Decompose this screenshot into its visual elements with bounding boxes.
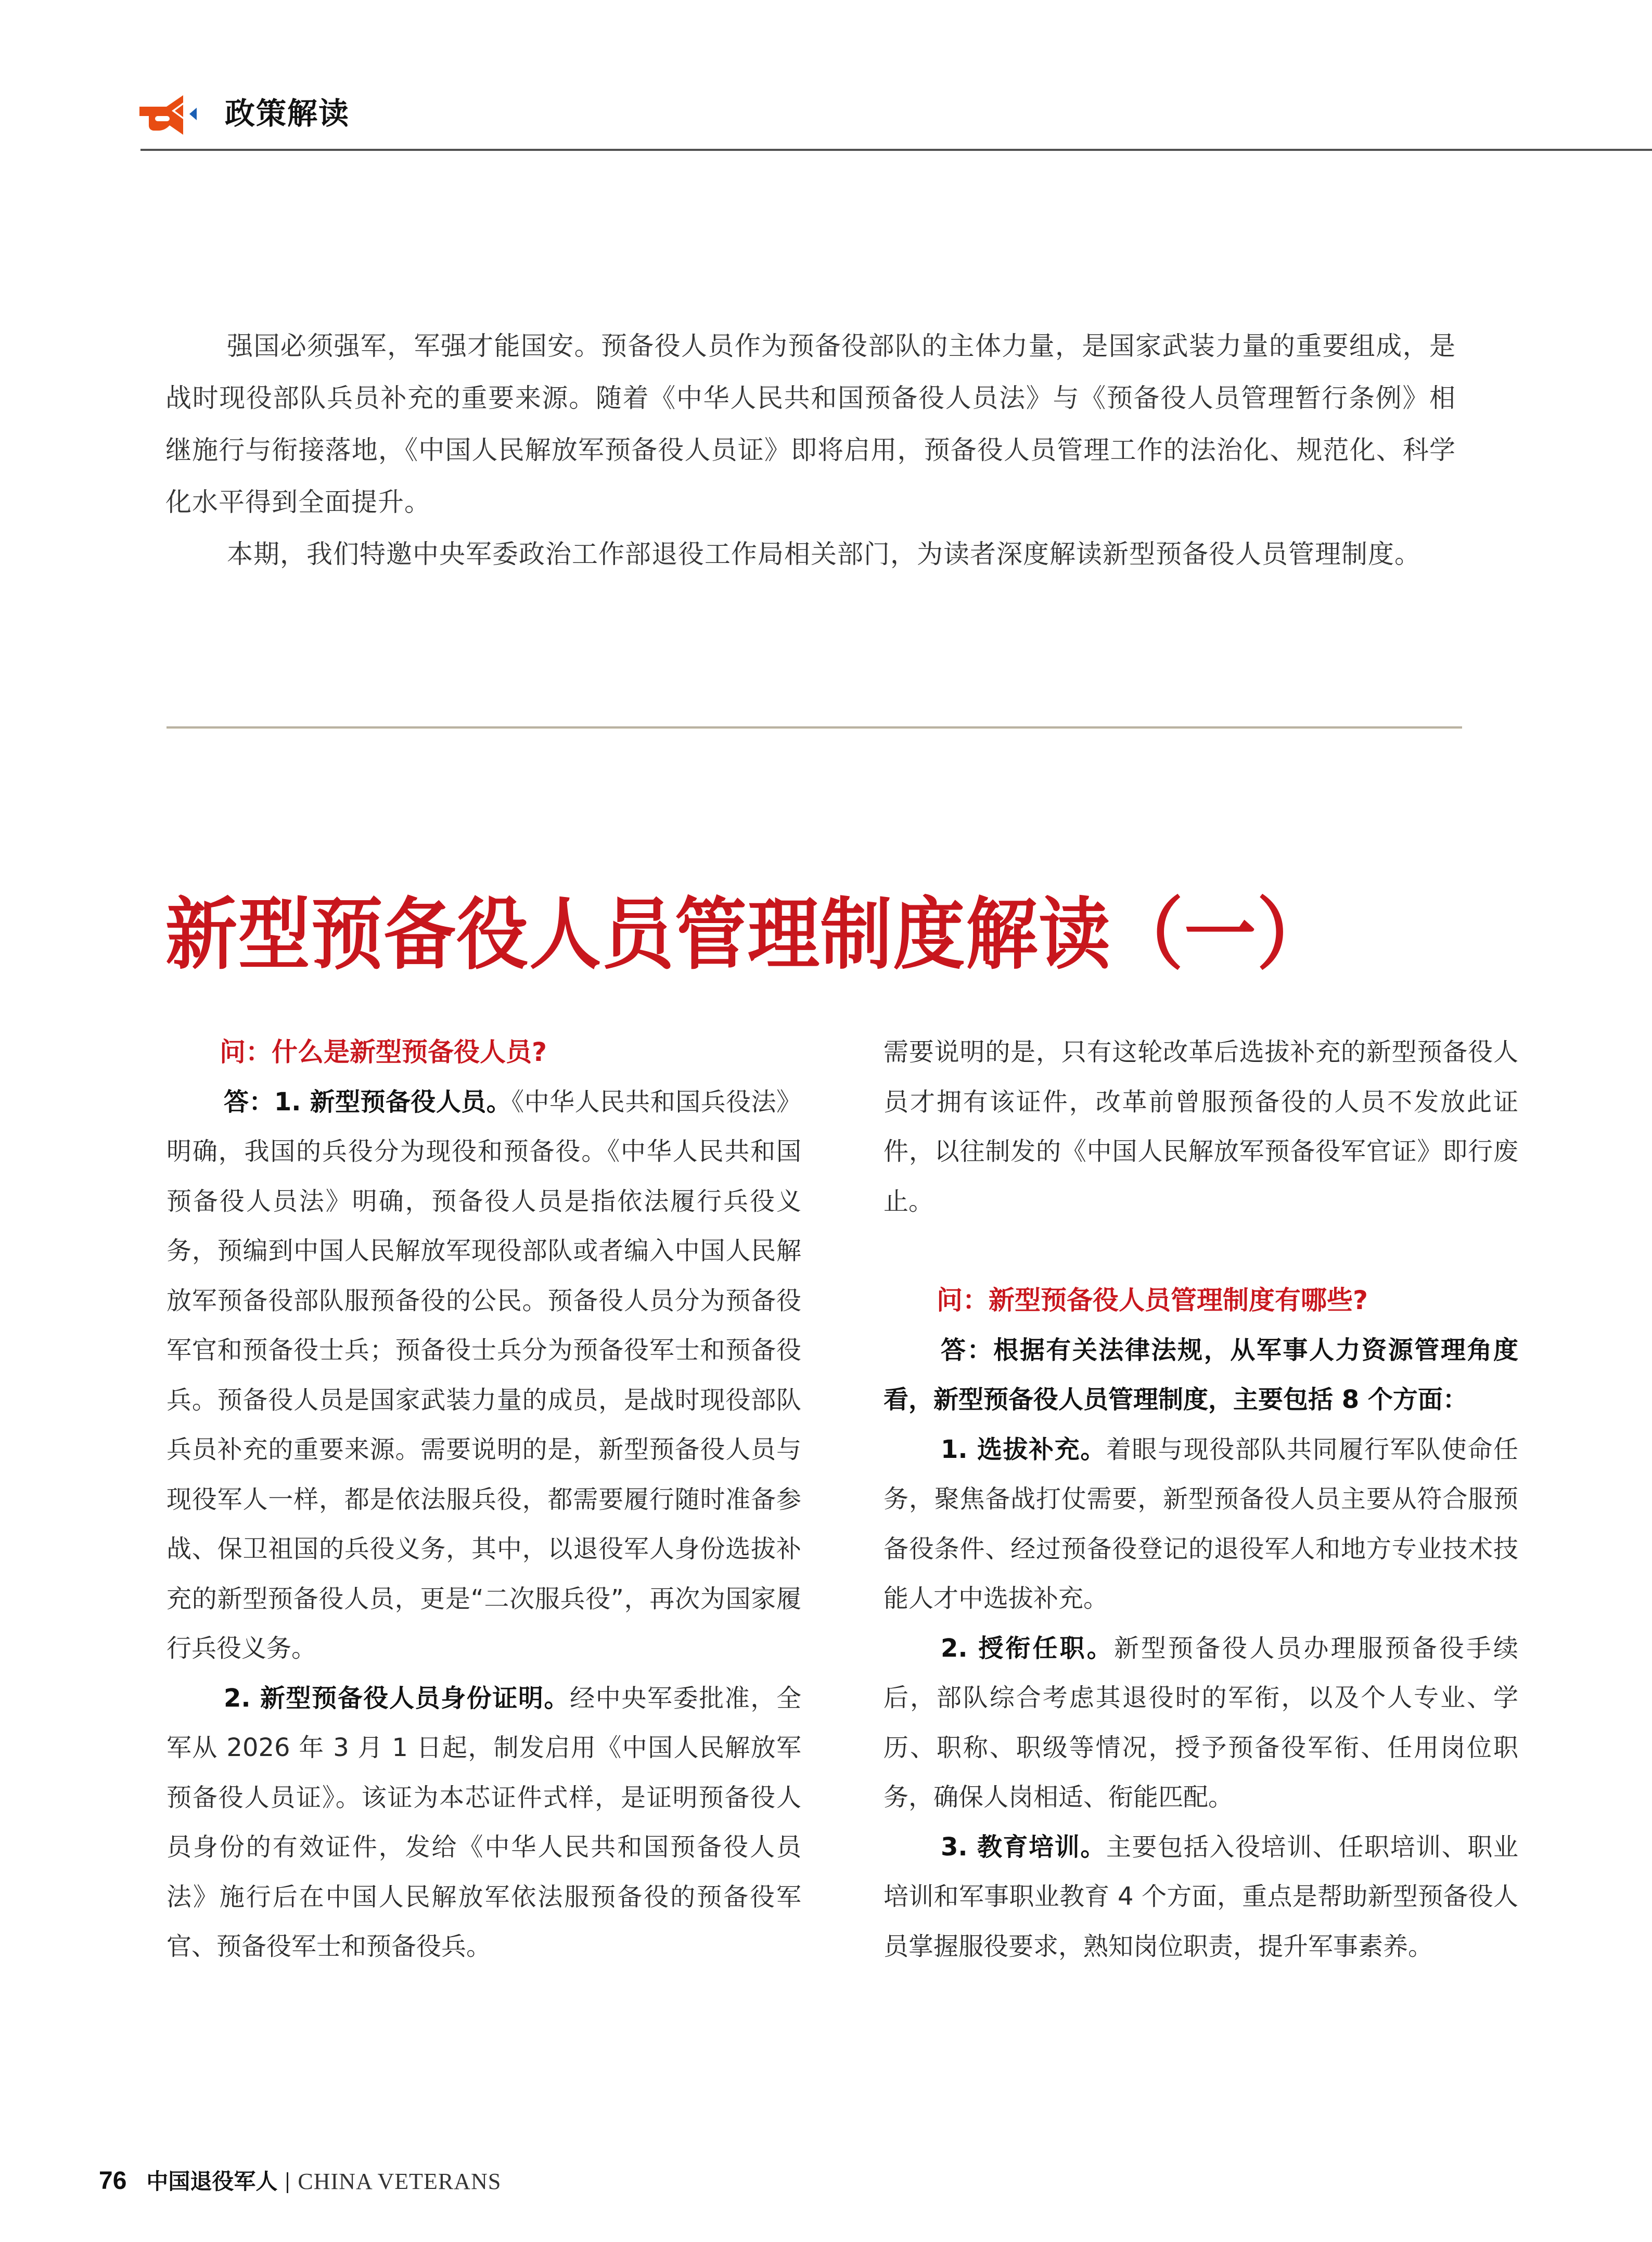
header-rule (140, 149, 1652, 151)
answer-text: 经中央军委批准，全军从 2026 年 3 月 1 日起，制发启用《中国人民解放军预备役人员证》。该证为本芯证件式样，是证明预备役人员身份的有效证件，发给《中华人民共和国预备役人员法》施行后在中国人民解放军依法服预备役的预备役军官、预备役军士和预备役兵。 (167, 1683, 801, 1961)
question-heading: 问：什么是新型预备役人员? (220, 1037, 547, 1067)
column-right (883, 1028, 1518, 1971)
section-title: 政策解读 (225, 96, 350, 131)
veterans-magazine-logo-icon (139, 95, 205, 135)
answer-item (883, 1624, 1518, 1823)
intro (165, 320, 1456, 580)
answer-item (883, 1823, 1518, 1972)
answer-item-lead: 2. 授衔任职。 (941, 1633, 1114, 1663)
answer-item-text: 新型预备役人员办理服预备役手续后，部队综合考虑其退役时的军衔，以及个人专业、学历、职称、职级等情况，授予预备役军衔、任用岗位职务，确保人岗相适、衔能匹配。 (883, 1633, 1518, 1812)
page-header (0, 0, 1652, 156)
column-left (167, 1028, 801, 1972)
answer-continuation: 需要说明的是，只有这轮改革后选拔补充的新型预备役人员才拥有该证件，改革前曾服预备役的人员不发放此证件，以往制发的《中国人民解放军预备役军官证》即行废止。 (883, 1037, 1518, 1216)
answer-item-text: 着眼与现役部队共同履行军队使命任务，聚焦备战打仗需要，新型预备役人员主要从符合服预备役条件、经过预备役登记的退役军人和地方专业技术技能人才中选拔补充。 (883, 1434, 1518, 1613)
intro-paragraph: 强国必须强军，军强才能国安。预备役人员作为预备役部队的主体力量，是国家武装力量的重要组成，是战时现役部队兵员补充的重要来源。随着《中华人民共和国预备役人员法》与《预备役人员管理暂行条例》相继施行与衔接落地，《中国人民解放军预备役人员证》即将启用，预备役人员管理工作的法治化、规范化、科学化水平得到全面提升。 (165, 331, 1456, 517)
page-footer (99, 2164, 501, 2201)
answer-item-lead: 1. 选拔补充。 (941, 1434, 1106, 1464)
answer-paragraph (167, 1674, 801, 1972)
answer-item (883, 1425, 1518, 1624)
article-title: 新型预备役人员管理制度解读（一） (165, 888, 1330, 980)
magazine-name-en: CHINA VETERANS (298, 2169, 502, 2194)
answer-paragraph (167, 1078, 801, 1674)
answer-item-text: 主要包括入役培训、任职培训、职业培训和军事职业教育 4 个方面，重点是帮助新型预备役人员掌握服役要求，熟知岗位职责，提升军事素养。 (883, 1832, 1518, 1961)
answer-lead: 答：1. 新型预备役人员。 (224, 1087, 512, 1117)
question-heading: 问：新型预备役人员管理制度有哪些? (937, 1285, 1368, 1315)
answer-intro: 答：根据有关法律法规，从军事人力资源管理角度看，新型预备役人员管理制度，主要包括 8 个方面： (883, 1335, 1518, 1414)
footer-separator (287, 2172, 288, 2193)
section-divider (167, 726, 1462, 729)
intro-paragraph: 本期，我们特邀中央军委政治工作部退役工作局相关部门，为读者深度解读新型预备役人员管理制度。 (227, 539, 1421, 569)
answer-item-lead: 3. 教育培训。 (941, 1832, 1106, 1862)
answer-lead: 2. 新型预备役人员身份证明。 (224, 1683, 570, 1713)
answer-text: 《中华人民共和国兵役法》明确，我国的兵役分为现役和预备役。《中华人民共和国预备役人员法》明确，预备役人员是指依法履行兵役义务，预编到中国人民解放军现役部队或者编入中国人民解放军预备役部队服预备役的公民。预备役人员分为预备役军官和预备役士兵；预备役士兵分为预备役军士和预备役兵。预备役人员是国家武装力量的成员，是战时现役部队兵员补充的重要来源。需要说明的是，新型预备役人员与现役军人一样，都是依法服兵役，都需要履行随时准备参战、保卫祖国的兵役义务，其中，以退役军人身份选拔补充的新型预备役人员，更是“二次服兵役”，再次为国家履行兵役义务。 (167, 1087, 801, 1663)
page-number: 76 (99, 2167, 127, 2195)
magazine-name-cn: 中国退役军人 (146, 2169, 278, 2194)
